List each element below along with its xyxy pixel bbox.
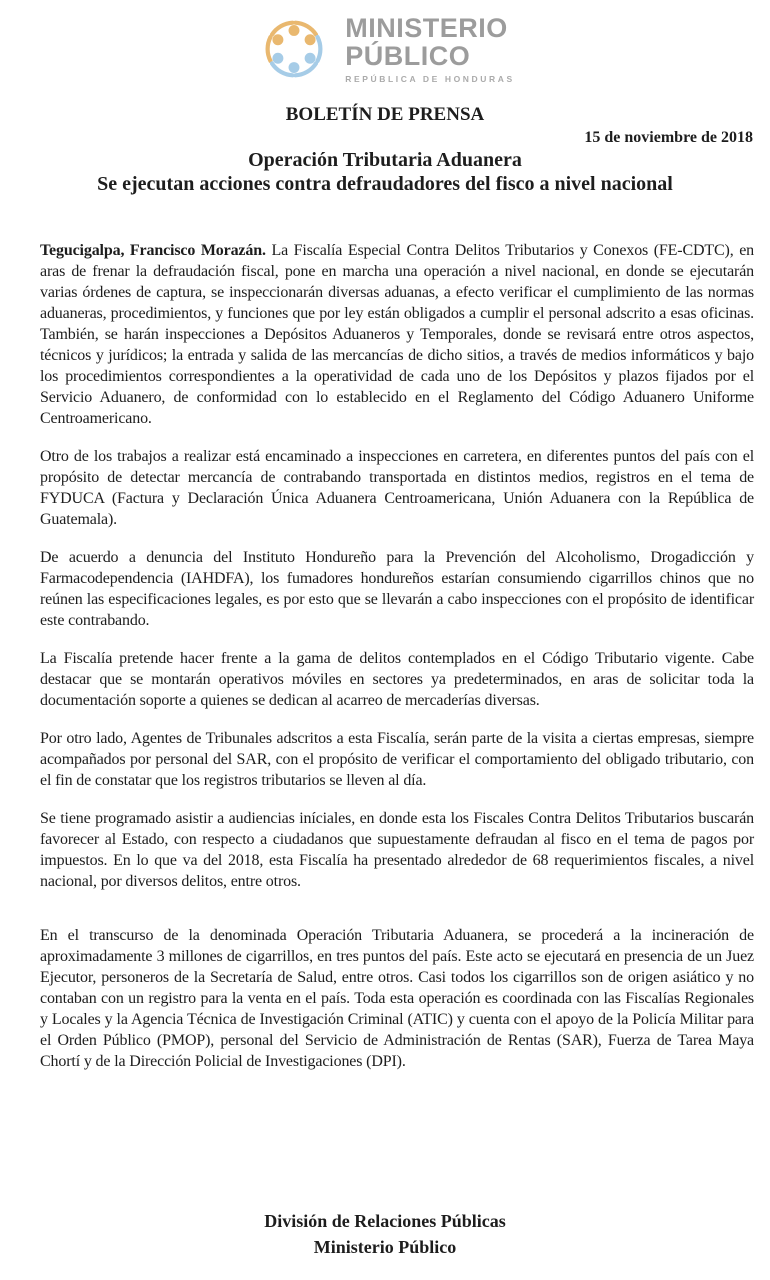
signature-institution: Ministerio Público xyxy=(313,1237,457,1257)
paragraph-7: En el transcurso de la denominada Operación Tributaria Aduanera, se procederá a la incineración de aproximadamente 3 millones de cigarrillos, en tres puntos del país. Este acto se ejecutará en presencia de un Juez Ejecutor, personeros de la Secretaría de Salud, entre otros. Casi todos los cigarrillos son de origen asiático y no contaban con un registro para la venta en el país. Toda esta operación es coordinada con las Fiscalías Regionales y Locales y la Agencia Técnica de Investigación Criminal (ATIC) y cuenta con el apoyo de la Policía Militar para el Orden Público (PMOP), personal del Servicio de Administración de Rentas (SAR), Fuerza de Tarea Maya Chortí y de la Dirección Policial de Investigaciones (DPI). xyxy=(40,927,754,1070)
paragraph-1 xyxy=(40,240,754,429)
operation-title: Operación Tributaria Aduanera xyxy=(248,149,522,171)
paragraph-1-text: La Fiscalía Especial Contra Delitos Tributarios y Conexos (FE-CDTC), en aras de frenar la defraudación fiscal, pone en marcha una operación a nivel nacional, en donde se ejecutarán varias órdenes de captura, se inspeccionarán diversas aduanas, a efecto verificar el cumplimiento de las normas aduaneras, procedimientos, y funciones que por ley están obligados a cumplir el personal adscrito a esas oficinas. También, se harán inspecciones a Depósitos Aduaneros y Temporales, donde se revisará entre otros aspectos, técnicos y jurídicos; la entrada y salida de las mercancías de dicho sitios, a través de medios informáticos y bajo los procedimientos correspondientes a la operatividad de cada uno de los Depósitos y plazos fijados por el Servicio Aduanero, de conformidad con lo establecido en el Reglamento del Código Aduanero Uniforme Centroamericano. xyxy=(40,242,754,427)
people-circle-icon xyxy=(255,10,333,88)
paragraph-6: Se tiene programado asistir a audiencias iníciales, en donde esta los Fiscales Contra Delitos Tributarios buscarán favorecer al Estado, con respecto a ciudadanos que supuestamente defraudan al fisco en el tema de pagos por impuestos. En lo que va del 2018, esta Fiscalía ha presentado alrededor de 68 requerimientos fiscales, a nivel nacional, por diversos delitos, entre otros. xyxy=(40,810,754,890)
press-release-body xyxy=(0,240,770,1072)
paragraph-3: De acuerdo a denuncia del Instituto Hondureño para la Prevención del Alcoholismo, Drogadicción y Farmacodependencia (IAHDFA), los fumadores hondureños estarían consumiendo cigarrillos chinos que no reúnen las especificaciones legales, es por esto que se llevarán a cabo inspecciones con el propósito de identificar este contrabando. xyxy=(40,549,754,629)
paragraph-4: La Fiscalía pretende hacer frente a la gama de delitos contemplados en el Código Tributario vigente. Cabe destacar que se montarán operativos móviles en sectores ya predeterminados, en aras de solicitar toda la documentación soporte a quienes se dedican al acarreo de mercaderías diversas. xyxy=(40,650,754,709)
ministerio-publico-logo xyxy=(0,0,770,88)
paragraph-2: Otro de los trabajos a realizar está encaminado a inspecciones en carretera, en diferentes puntos del país con el propósito de detectar mercancía de contrabando transportada en distintos medios, registros en el tema de FYDUCA (Factura y Declaración Única Aduanera Centroamericana, Unión Aduanera con la República de Guatemala). xyxy=(40,448,754,528)
paragraph-5: Por otro lado, Agentes de Tribunales adscritos a esta Fiscalía, serán parte de la visita a ciertas empresas, siempre acompañados por personal del SAR, con el propósito de verificar el comportamiento del obligado tributario, con el fin de constatar que los registros tributarios se lleven al día. xyxy=(40,730,754,789)
date-line: 15 de noviembre de 2018 xyxy=(584,129,753,146)
logo-wordmark-line2: PÚBLICO xyxy=(345,41,471,71)
bulletin-title: BOLETÍN DE PRENSA xyxy=(285,104,485,125)
logo-wordmark-line1: MINISTERIO xyxy=(345,13,508,43)
dateline-lead: Tegucigalpa, Francisco Morazán. xyxy=(40,242,266,259)
logo-tagline: REPÚBLICA DE HONDURAS xyxy=(345,74,515,84)
signature-division: División de Relaciones Públicas xyxy=(264,1211,506,1231)
headline-subtitle: Se ejecutan acciones contra defraudadores del fisco a nivel nacional xyxy=(97,173,673,195)
logo-text-block xyxy=(345,14,515,84)
signature-block xyxy=(0,1208,770,1260)
